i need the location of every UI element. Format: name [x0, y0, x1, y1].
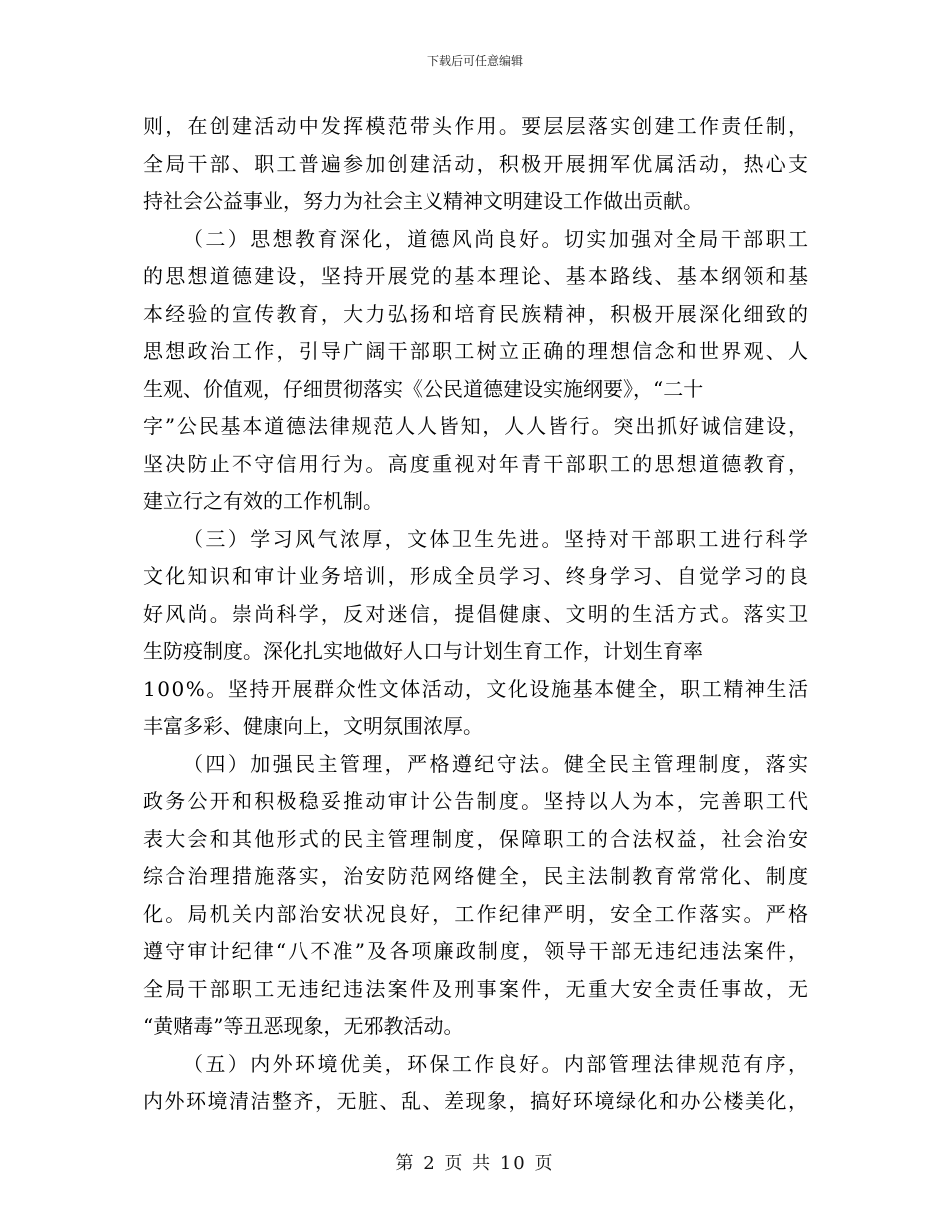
- text-line: 全局干部、职工普遍参加创建活动，积极开展拥军优属活动，热心支: [143, 151, 811, 176]
- text-line: 100%。坚持开展群众性文体活动，文化设施基本健全，职工精神生活: [143, 676, 810, 701]
- text-line: 内外环境清洁整齐，无脏、乱、差现象，搞好环境绿化和办公楼美化，: [143, 1089, 810, 1113]
- text-line: 综合治理措施落实，治安防范网络健全，民主法制教育常常化、制度: [143, 864, 811, 888]
- text-line: 化。局机关内部治安状况良好，工作纪律严明，安全工作落实。严格: [143, 901, 811, 926]
- text-line: 则，在创建活动中发挥模范带头作用。要层层落实创建工作责任制，: [143, 114, 811, 138]
- text-line: 生防疫制度。深化扎实地做好人口与计划生育工作，计划生育率: [143, 639, 703, 663]
- text-line: 字”公民基本道德法律规范人人皆知，人人皆行。突出抓好诚信建设，: [143, 414, 810, 438]
- paragraph-first-line: （三）学习风气浓厚，文体卫生先进。坚持对干部职工进行科学: [183, 526, 811, 551]
- text-line: 持社会公益事业，努力为社会主义精神文明建设工作做出贡献。: [143, 189, 703, 213]
- text-line: 建立行之有效的工作机制。: [143, 489, 383, 513]
- text-line: 好风尚。崇尚科学，反对迷信，提倡健康、文明的生活方式。落实卫: [143, 601, 811, 626]
- text-line: 的思想道德建设，坚持开展党的基本理论、基本路线、基本纲领和基: [143, 264, 811, 288]
- text-line: 思想政治工作，引导广阔干部职工树立正确的理想信念和世界观、人: [143, 339, 811, 363]
- paragraph-first-line: （四）加强民主管理，严格遵纪守法。健全民主管理制度，落实: [183, 751, 811, 776]
- text-line: 全局干部职工无违纪违法案件及刑事案件，无重大安全责任事故，无: [143, 976, 811, 1001]
- text-line: 文化知识和审计业务培训，形成全员学习、终身学习、自觉学习的良: [143, 564, 811, 588]
- text-line: 遵守审计纪律“八不准”及各项廉政制度，领导干部无违纪违法案件，: [143, 939, 811, 963]
- text-line: 丰富多彩、健康向上，文明氛围浓厚。: [143, 714, 483, 738]
- page-header: 下载后可任意编辑: [426, 54, 523, 68]
- text-line: 政务公开和积极稳妥推动审计公告制度。坚持以人为本，完善职工代: [143, 789, 811, 813]
- document-body: [143, 108, 811, 1121]
- paragraph-first-line: （二）思想教育深化，道德风尚良好。切实加强对全局干部职工: [183, 226, 811, 251]
- text-line: “黄赌毒”等丑恶现象，无邪教活动。: [143, 1014, 464, 1038]
- page-number-footer: 第 2 页 共 10 页: [395, 1153, 555, 1174]
- paragraph-first-line: （五）内外环境优美，环保工作良好。内部管理法律规范有序，: [183, 1051, 811, 1076]
- text-line: 本经验的宣传教育，大力弘扬和培育民族精神，积极开展深化细致的: [143, 301, 811, 326]
- text-line: 坚决防止不守信用行为。高度重视对年青干部职工的思想道德教育，: [143, 451, 811, 476]
- text-line: 表大会和其他形式的民主管理制度，保障职工的合法权益，社会治安: [143, 826, 811, 851]
- text-line: 生观、价值观，仔细贯彻落实《公民道德建设实施纲要》，“二十: [143, 376, 704, 401]
